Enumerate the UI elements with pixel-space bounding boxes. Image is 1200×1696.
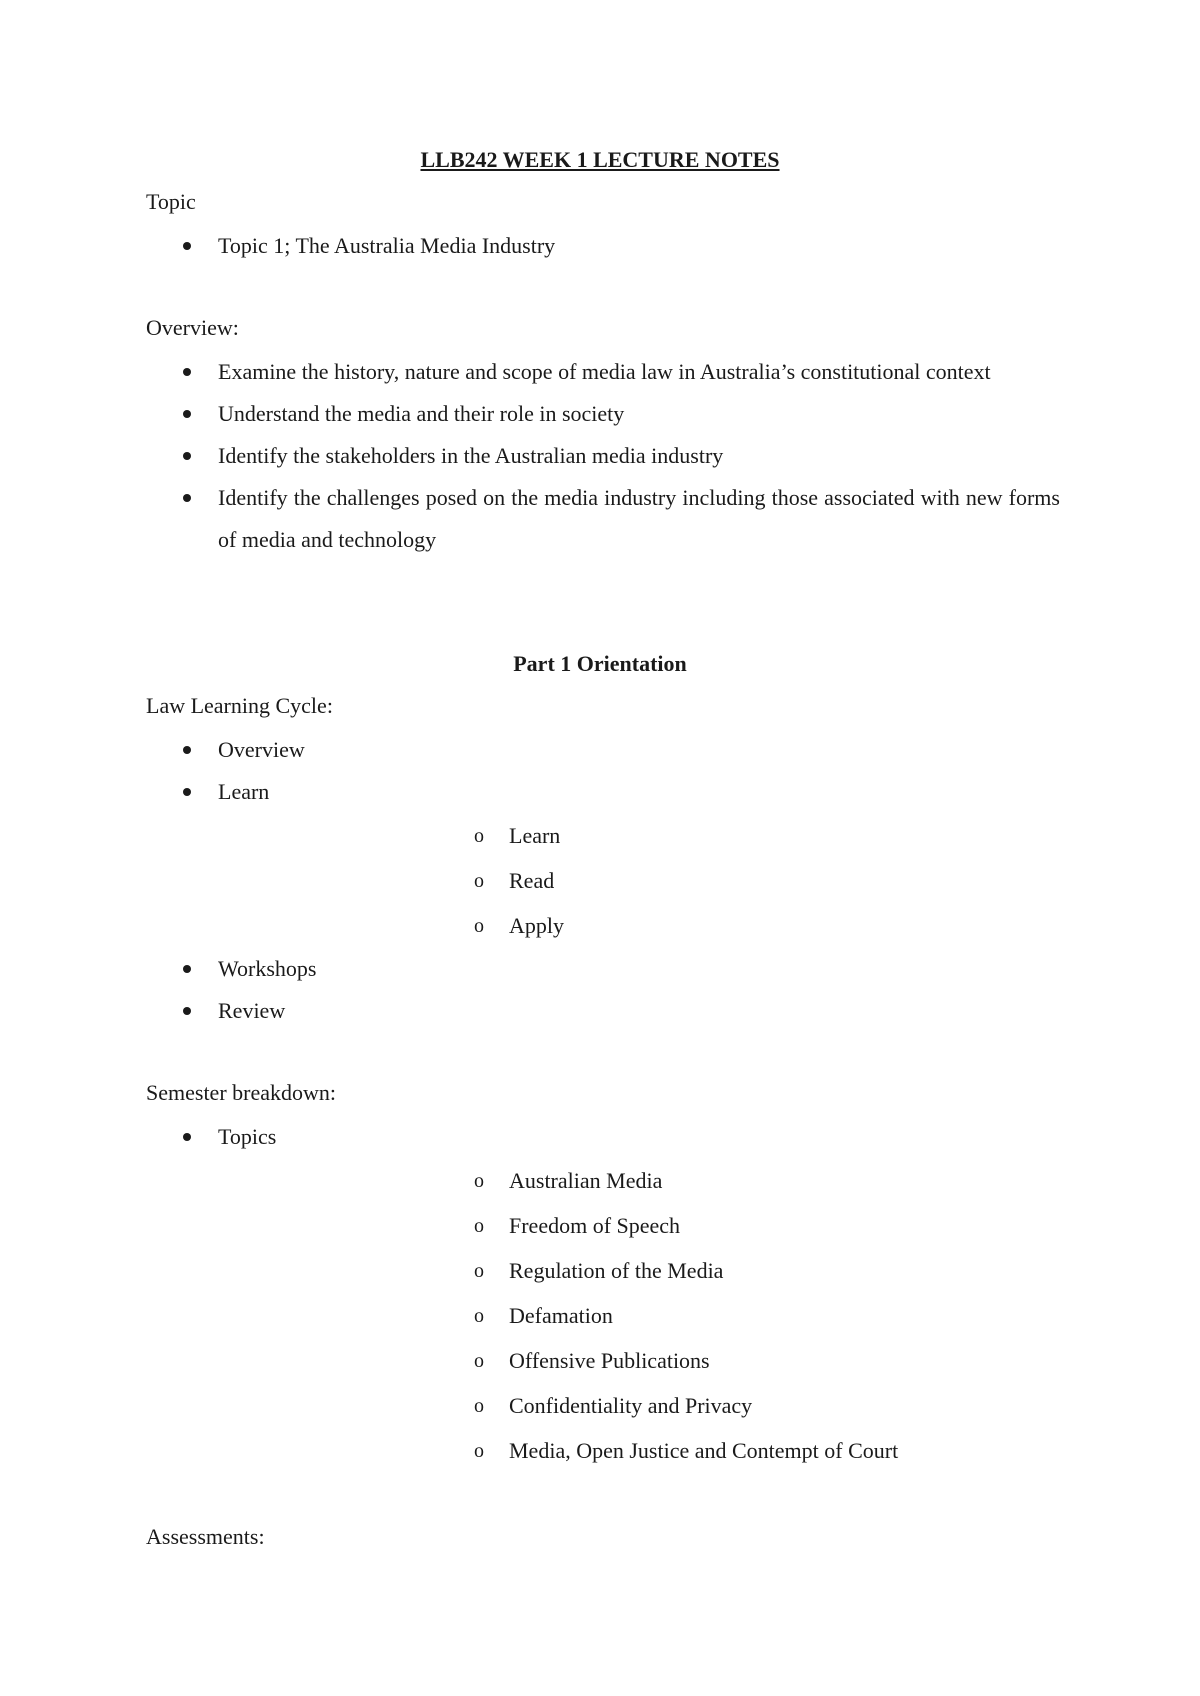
law-learning-cycle-list [0,729,1200,1032]
bullet-dot-icon [183,410,191,418]
list-item [0,351,1200,393]
bullet-dot-icon [183,1007,191,1015]
list-item-text: Examine the history, nature and scope of media law in Australia’s constitutional context [218,359,991,384]
list-item [0,729,1200,771]
bullet-dot-icon [183,242,191,250]
sub-list-item [218,1428,1060,1473]
bullet-dot-icon [183,368,191,376]
list-item [0,225,1200,267]
semester-breakdown-list [0,1116,1200,1473]
overview-list [0,351,1200,561]
sub-list-item [218,903,1060,948]
sub-list-item [218,1338,1060,1383]
sub-list-item-text: Read [509,868,555,893]
sub-list [218,813,1060,948]
circle-bullet-icon: o [474,870,484,892]
list-item-text: Workshops [218,956,317,981]
document-title: LLB242 WEEK 1 LECTURE NOTES [420,147,780,172]
bullet-dot-icon [183,494,191,502]
list-item [0,771,1200,948]
sub-list-item-text: Offensive Publications [509,1348,710,1373]
circle-bullet-icon: o [474,1305,484,1327]
list-item-text: Identify the stakeholders in the Australian media industry [218,443,724,468]
list-item-text: Topic 1; The Australia Media Industry [218,233,556,258]
list-item-text: Identify the challenges posed on the media industry including those associated with new forms of media and technology [218,485,1060,552]
list-item [0,477,1200,561]
overview-label: Overview: [146,315,239,340]
bullet-dot-icon [183,746,191,754]
bullet-dot-icon [183,788,191,796]
sub-list-item-text: Regulation of the Media [509,1258,724,1283]
topic-label: Topic [146,189,196,214]
sub-list-item-text: Australian Media [509,1168,663,1193]
circle-bullet-icon: o [474,1215,484,1237]
list-item-text: Learn [218,779,270,804]
circle-bullet-icon: o [474,1350,484,1372]
sub-list [218,1158,1060,1473]
list-item-text: Topics [218,1124,277,1149]
sub-list-item-text: Media, Open Justice and Contempt of Court [509,1438,899,1463]
bullet-dot-icon [183,965,191,973]
sub-list-item [218,1203,1060,1248]
bullet-dot-icon [183,1133,191,1141]
sub-list-item [218,813,1060,858]
list-item [0,948,1200,990]
assessments-label: Assessments: [146,1524,265,1549]
sub-list-item [218,858,1060,903]
sub-list-item [218,1383,1060,1428]
circle-bullet-icon: o [474,1260,484,1282]
bullet-dot-icon [183,452,191,460]
circle-bullet-icon: o [474,1170,484,1192]
list-item [0,435,1200,477]
sub-list-item-text: Confidentiality and Privacy [509,1393,753,1418]
circle-bullet-icon: o [474,1440,484,1462]
list-item [0,1116,1200,1473]
sub-list-item-text: Defamation [509,1303,613,1328]
sub-list-item [218,1248,1060,1293]
sub-list-item-text: Apply [509,913,564,938]
sub-list-item-text: Learn [509,823,561,848]
sub-list-item [218,1293,1060,1338]
circle-bullet-icon: o [474,915,484,937]
topic-list [0,225,1200,267]
list-item-text: Overview [218,737,305,762]
circle-bullet-icon: o [474,825,484,847]
list-item-text: Review [218,998,286,1023]
semester-breakdown-label: Semester breakdown: [146,1080,336,1105]
list-item [0,990,1200,1032]
sub-list-item [218,1158,1060,1203]
list-item-text: Understand the media and their role in society [218,401,625,426]
law-learning-cycle-label: Law Learning Cycle: [146,693,333,718]
sub-list-item-text: Freedom of Speech [509,1213,681,1238]
circle-bullet-icon: o [474,1395,484,1417]
list-item [0,393,1200,435]
part1-heading: Part 1 Orientation [513,651,687,676]
